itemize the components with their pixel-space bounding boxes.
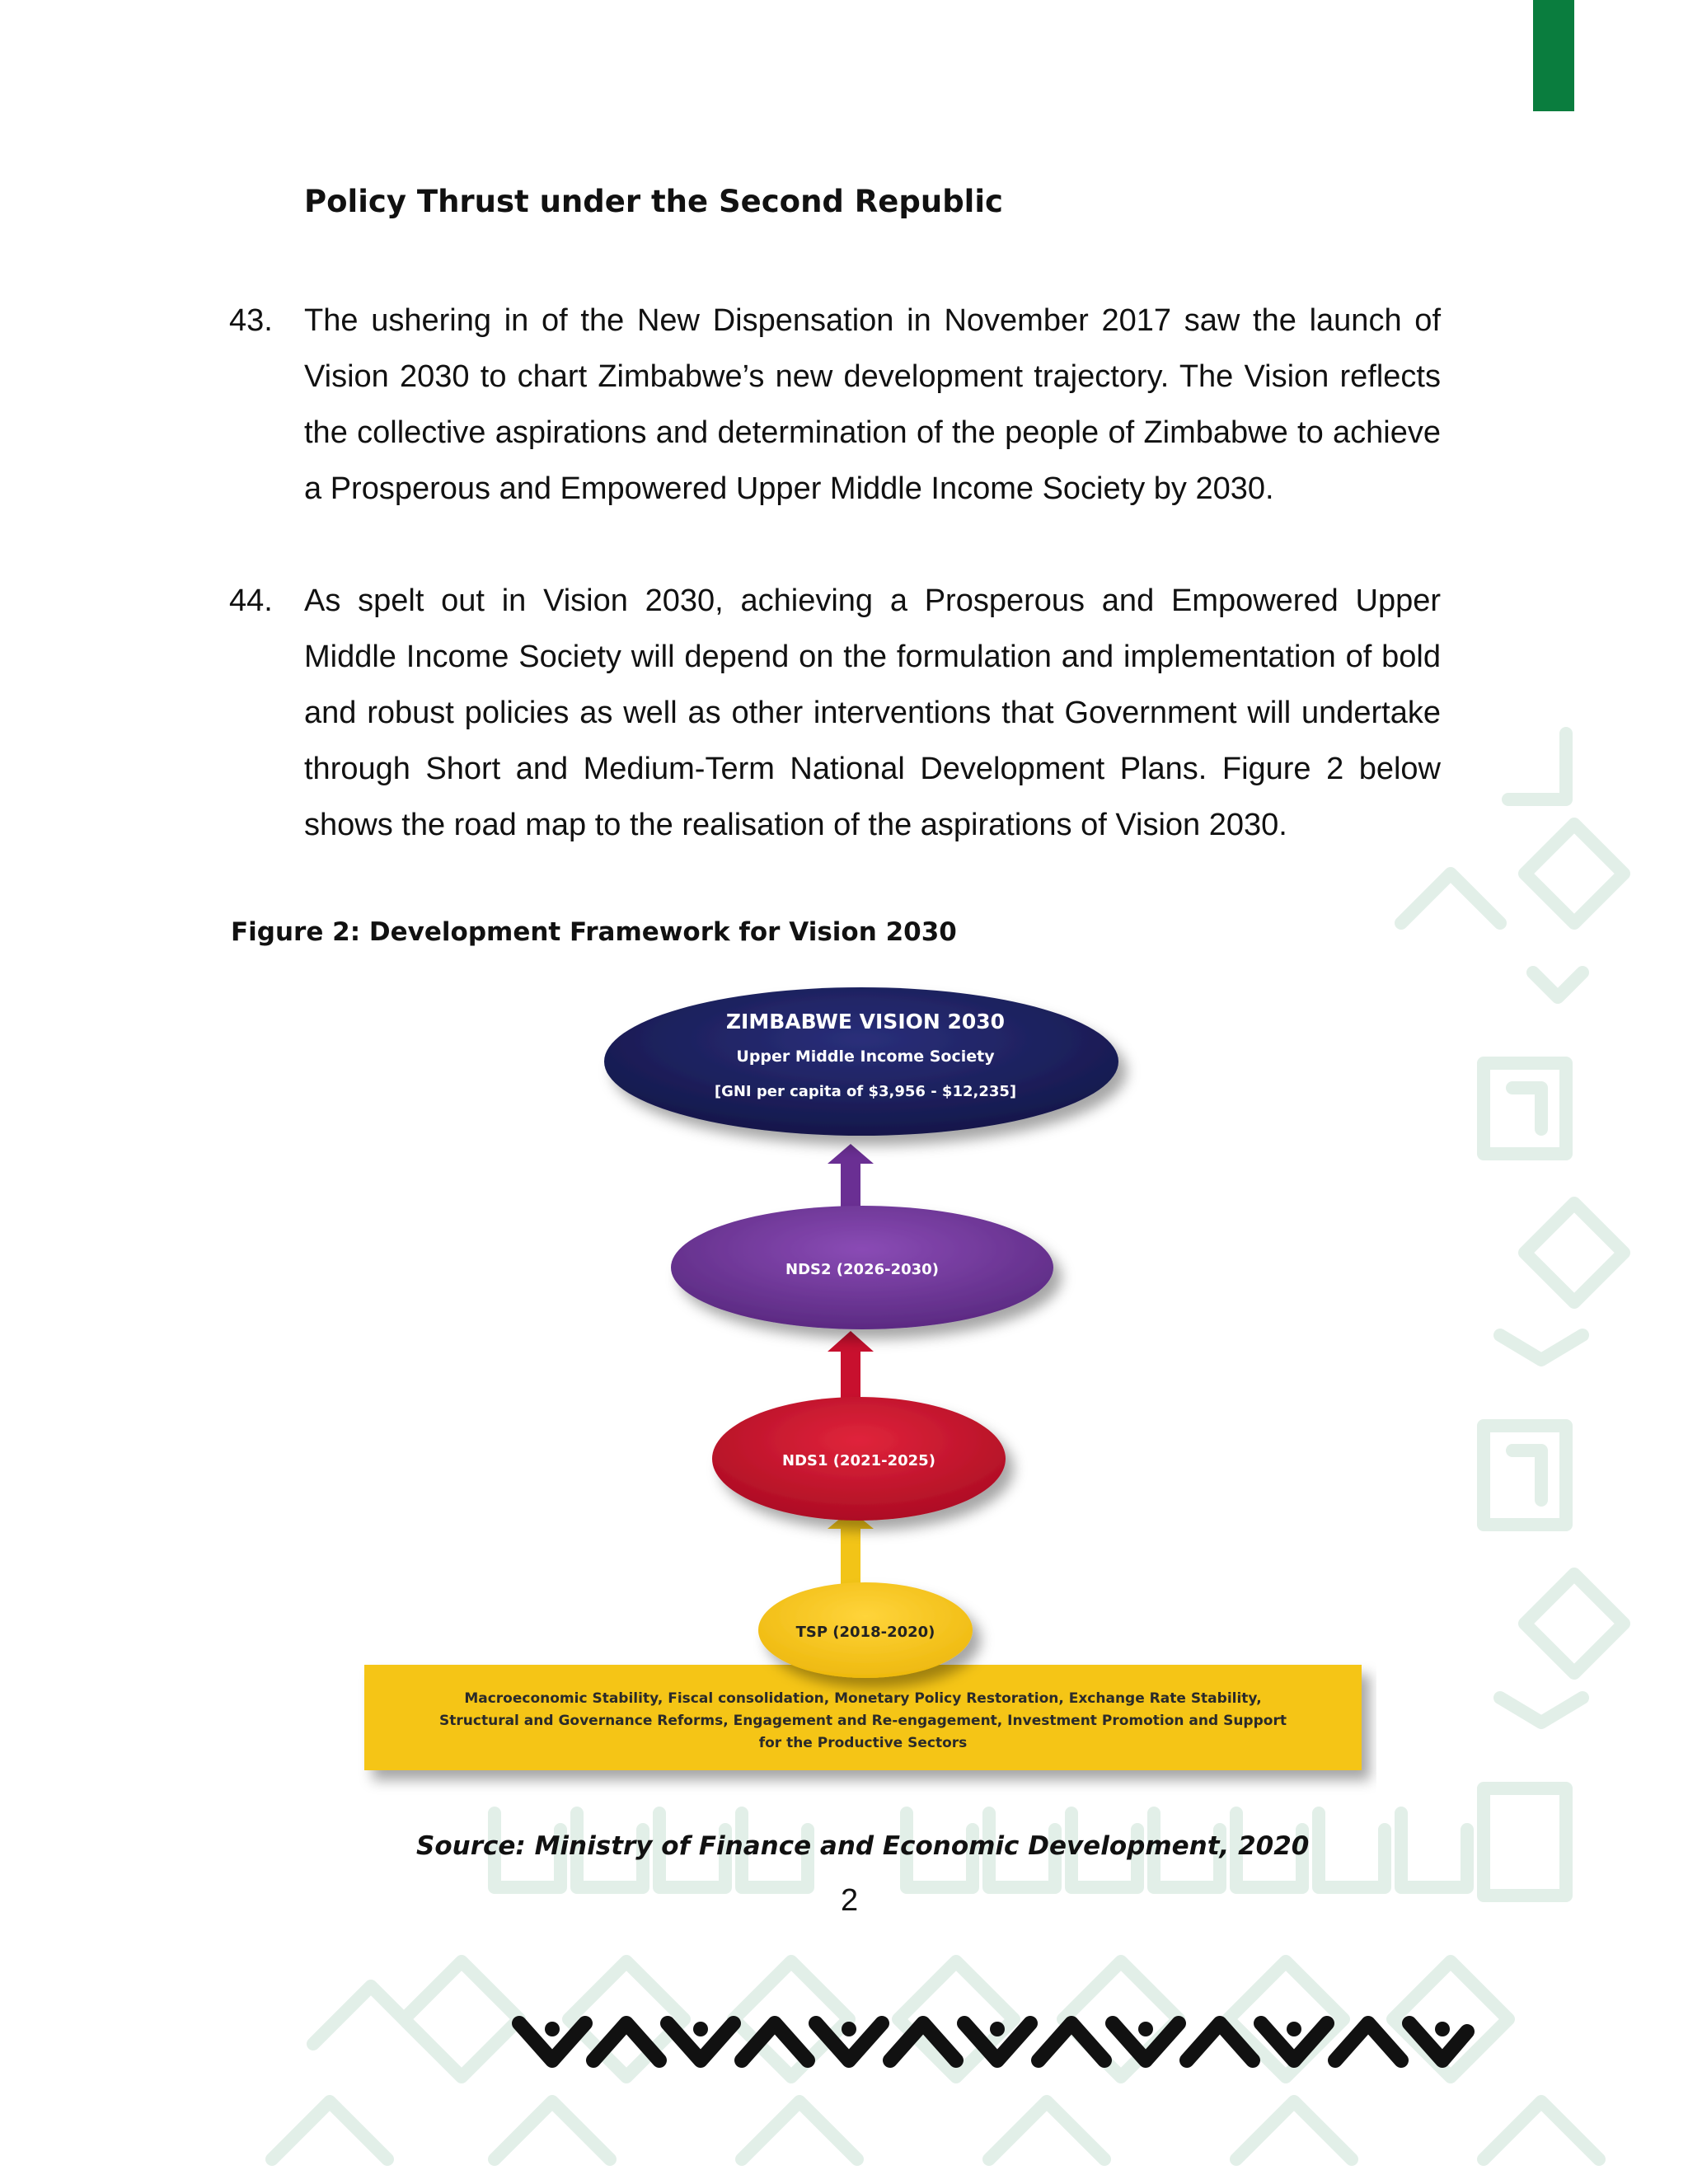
section-heading: Policy Thrust under the Second Republic: [304, 184, 1003, 219]
vision-title: ZIMBABWE VISION 2030: [725, 1010, 1006, 1033]
vision-subtitle: Upper Middle Income Society: [736, 1047, 995, 1066]
paragraph-number: 43.: [229, 303, 273, 338]
paragraph-43: [229, 293, 1441, 517]
foundation-line-1: Macroeconomic Stability, Fiscal consolidation, Monetary Policy Restoration, Exchange Rate Stability,: [464, 1690, 1262, 1707]
paragraph-44: [229, 573, 1441, 853]
tsp-label: TSP (2018-2020): [795, 1624, 935, 1641]
page-number: 2: [841, 1883, 859, 1918]
figure-source: Source: Ministry of Finance and Economic Development, 2020: [416, 1831, 1310, 1861]
nds2-label: NDS2 (2026-2030): [785, 1261, 939, 1278]
paragraph-text: As spelt out in Vision 2030, achieving a Prosperous and Empowered Upper Middle Income Society will depend on the formulation and implementation of bold and robust policies as well as other interventions that Government will undertake through Short and Medium-Term National Development Plans. Figure 2 below shows the road map to the realisation of the aspirations of Vision 2030.: [304, 583, 1441, 842]
arrow-tsp-to-nds1: [828, 1510, 874, 1591]
vision-gni: [GNI per capita of $3,956 - $12,235]: [714, 1083, 1017, 1100]
arrow-nds2-to-vision: [828, 1144, 874, 1212]
foundation-line-2: Structural and Governance Reforms, Engagement and Re-engagement, Investment Promotion and Support: [439, 1713, 1287, 1729]
paragraph-number: 44.: [229, 583, 273, 618]
figure-caption: Figure 2: Development Framework for Vision 2030: [231, 917, 957, 947]
paragraph-text: The ushering in of the New Dispensation in November 2017 saw the launch of Vision 2030 to chart Zimbabwe’s new development trajectory. The Vision reflects the collective aspirations and determination of the people of Zimbabwe to achieve a Prosperous and Empowered Upper Middle Income Society by 2030.: [304, 303, 1441, 506]
footer-zigzag-ornament: [511, 2011, 1475, 2077]
development-framework-figure: [330, 972, 1376, 1805]
nds1-label: NDS1 (2021-2025): [782, 1452, 935, 1469]
arrow-nds1-to-nds2: [828, 1331, 874, 1401]
foundation-line-3: for the Productive Sectors: [758, 1735, 968, 1751]
